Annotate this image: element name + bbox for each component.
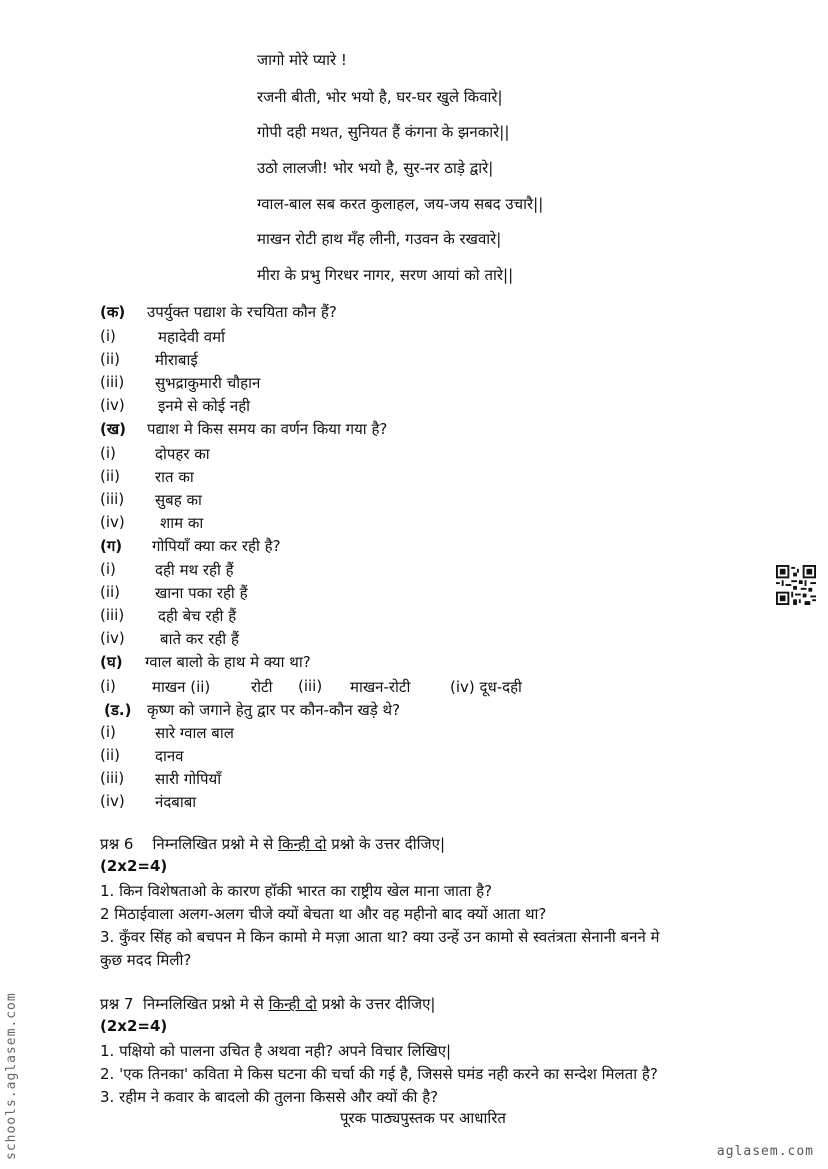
option-number: (iii) [100, 606, 125, 624]
inline-option: (iii) [298, 677, 323, 695]
option-text: नंदबाबा [155, 793, 197, 811]
option-number: (i) [100, 723, 116, 741]
question-label: (घ) [100, 653, 123, 671]
instruction-pre: निम्नलिखित प्रश्नो मे से [152, 835, 279, 853]
section-7-heading [100, 994, 435, 1014]
sub-question: 2. 'एक तिनका' कविता मे किस घटना की चर्चा की गई है, जिससे घमंड नही करने का सन्देश मिलता है? [100, 1065, 658, 1083]
option-number: (i) [100, 444, 116, 462]
section-label: प्रश्न 7 [100, 995, 134, 1013]
poem-line: मीरा के प्रभु गिरधर नागर, सरण आयां को तारे|| [257, 266, 514, 284]
section-6-heading [100, 834, 445, 854]
option-text: खाना पका रही हैं [155, 584, 248, 602]
instruction-underlined: किन्ही दो [268, 995, 317, 1013]
poem-line: रजनी बीती, भोर भयो है, घर-घर खुले किवारे| [257, 88, 503, 106]
option-text: दोपहर का [155, 445, 210, 463]
sub-question: 1. किन विशेषताओ के कारण हॉकी भारत का राष्ट्रीय खेल माना जाता है? [100, 882, 493, 900]
option-text: सुभद्राकुमारी चौहान [155, 374, 261, 392]
instruction-post: प्रश्नो के उत्तर दीजिए| [326, 835, 446, 853]
option-text: सारी गोपियाँ [155, 770, 222, 788]
option-text: रात का [155, 468, 194, 486]
poem-line: माखन रोटी हाथ मँह लीनी, गउवन के रखवारे| [257, 230, 502, 248]
inline-option: (iv) दूध-दही [450, 678, 522, 696]
poem-line: ग्वाल-बाल सब करत कुलाहल, जय-जय सबद उचारै|| [257, 195, 544, 213]
poem-line: जागो मोरे प्यारे ! [257, 51, 347, 69]
option-number: (ii) [100, 467, 121, 485]
watermark-vertical: schools.aglasem.com [4, 992, 19, 1160]
option-text: महादेवी वर्मा [158, 328, 225, 346]
inline-option: माखन (ii) [152, 678, 211, 696]
option-text: इनमे से कोई नही [158, 397, 251, 415]
option-text: दही बेच रही हैं [158, 607, 237, 625]
option-text: सुबह का [155, 491, 202, 509]
footer-note: पूरक पाठ्यपुस्तक पर आधारित [340, 1109, 506, 1127]
option-text: दानव [155, 747, 184, 765]
question-label: (ड.) [104, 701, 132, 719]
marks: (2x2=4) [100, 857, 168, 875]
option-number: (i) [100, 327, 116, 345]
option-number: (iv) [100, 629, 125, 647]
sub-question: 2 मिठाईवाला अलग-अलग चीजे क्यों बेचता था और वह महीनो बाद क्यों आता था? [100, 905, 547, 923]
question-text: पद्याश मे किस समय का वर्णन किया गया है? [147, 420, 388, 438]
inline-option: रोटी [251, 678, 273, 696]
question-text: गोपियाँ क्या कर रही है? [152, 537, 281, 555]
option-text: दही मथ रही हैं [155, 561, 234, 579]
sub-question: 3. रहीम ने कवार के बादलो की तुलना किससे और क्यों की है? [100, 1088, 439, 1106]
option-number: (ii) [100, 583, 121, 601]
question-text: कृष्ण को जगाने हेतु द्वार पर कौन-कौन खड़े थे? [147, 701, 401, 719]
option-number: (iii) [100, 490, 125, 508]
marks: (2x2=4) [100, 1017, 168, 1035]
option-number: (iv) [100, 513, 125, 531]
watermark-footer: aglasem.com [716, 1144, 814, 1159]
sub-question: 3. कुँवर सिंह को बचपन मे किन कामो मे मज़ा आता था? क्या उन्हें उन कामो से स्वतंत्रता सेनानी बनने मे [100, 928, 660, 946]
option-number: (iii) [100, 769, 125, 787]
instruction-underlined: किन्ही दो [278, 835, 327, 853]
option-text: मीराबाई [155, 351, 198, 369]
option-number: (iii) [100, 373, 125, 391]
sub-question: 1. पक्षियो को पालना उचित है अथवा नही? अपने विचार लिखिए| [100, 1042, 452, 1060]
sub-question: कुछ मदद मिली? [100, 951, 192, 969]
instruction-pre: निम्नलिखित प्रश्नो मे से [143, 995, 269, 1013]
option-text: शाम का [160, 514, 204, 532]
instruction-post: प्रश्नो के उत्तर दीजिए| [316, 995, 436, 1013]
question-label: (ख) [100, 420, 126, 438]
poem-line: गोपी दही मथत, सुनियत हैं कंगना के झनकारे|| [257, 123, 510, 141]
question-label: (ग) [100, 537, 123, 555]
section-label: प्रश्न 6 [100, 835, 134, 853]
option-number: (i) [100, 560, 116, 578]
inline-option: (i) [100, 677, 116, 695]
poem-line: उठो लालजी! भोर भयो है, सुर-नर ठाड़े द्वारे| [257, 159, 494, 177]
option-number: (ii) [100, 350, 121, 368]
option-number: (ii) [100, 746, 121, 764]
inline-option: माखन-रोटी [350, 678, 411, 696]
question-text: ग्वाल बालो के हाथ मे क्या था? [145, 653, 311, 671]
option-number: (iv) [100, 396, 125, 414]
qr-code-icon [776, 565, 816, 605]
option-number: (iv) [100, 792, 125, 810]
option-text: सारे ग्वाल बाल [155, 724, 234, 742]
question-label: (क) [100, 303, 126, 321]
question-text: उपर्युक्त पद्याश के रचयिता कौन हैं? [147, 303, 337, 321]
option-text: बाते कर रही हैं [160, 630, 239, 648]
